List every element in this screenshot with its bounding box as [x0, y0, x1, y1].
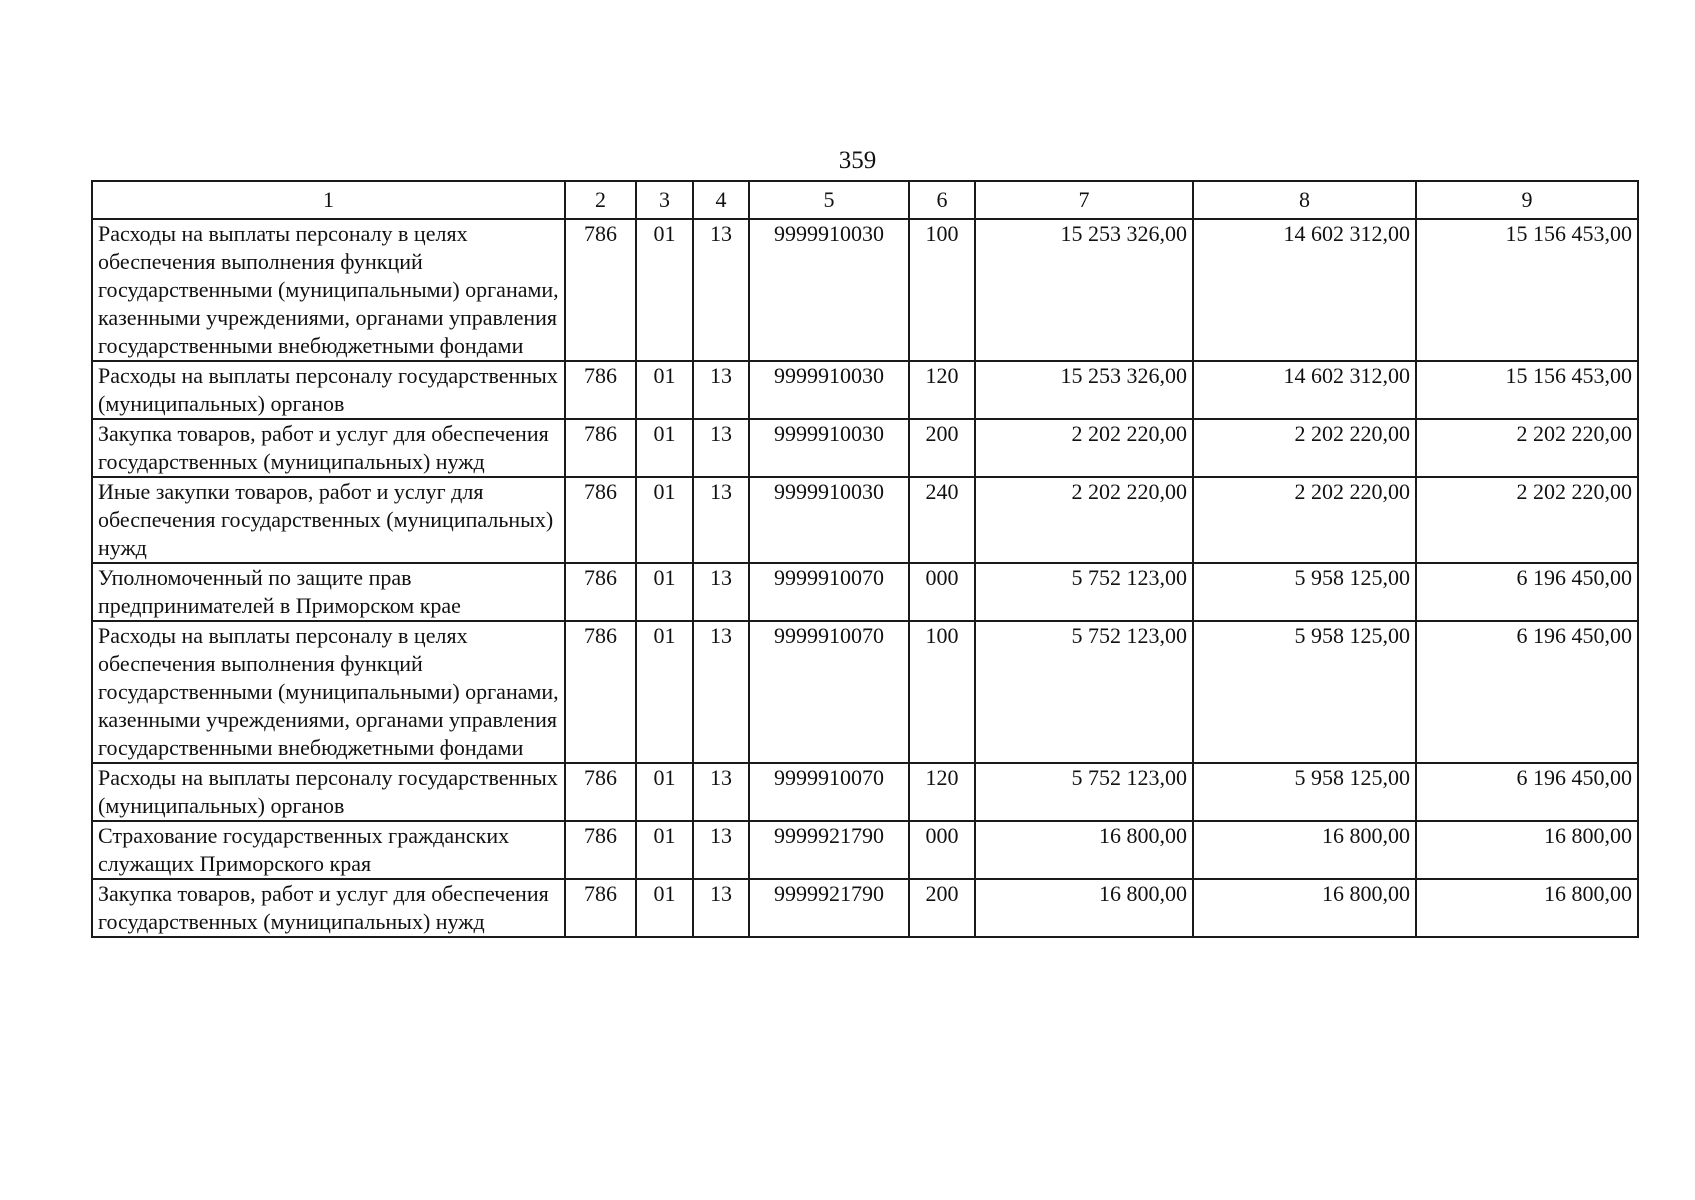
- budget-table: [91, 180, 1639, 938]
- target-article-code: 9999921790: [749, 821, 909, 879]
- amount-year-1: 15 253 326,00: [975, 219, 1193, 361]
- amount-year-1: 5 752 123,00: [975, 763, 1193, 821]
- amount-year-1: 16 800,00: [975, 821, 1193, 879]
- target-article-code: 9999910030: [749, 219, 909, 361]
- amount-year-1: 15 253 326,00: [975, 361, 1193, 419]
- amount-year-1: 5 752 123,00: [975, 563, 1193, 621]
- amount-year-2: 14 602 312,00: [1193, 219, 1416, 361]
- amount-year-3: 16 800,00: [1416, 879, 1638, 937]
- amount-year-1: 16 800,00: [975, 879, 1193, 937]
- amount-year-3: 6 196 450,00: [1416, 763, 1638, 821]
- page-number: 359: [838, 147, 877, 174]
- table-row: [92, 419, 1638, 477]
- grbs-code: 786: [565, 621, 636, 763]
- target-article-code: 9999910030: [749, 419, 909, 477]
- target-article-code: 9999910070: [749, 563, 909, 621]
- expense-type-code: 200: [909, 879, 975, 937]
- amount-year-3: 16 800,00: [1416, 821, 1638, 879]
- expense-type-code: 120: [909, 763, 975, 821]
- target-article-code: 9999910070: [749, 763, 909, 821]
- amount-year-2: 16 800,00: [1193, 879, 1416, 937]
- amount-year-2: 5 958 125,00: [1193, 563, 1416, 621]
- subsection-code: 13: [693, 563, 749, 621]
- section-code: 01: [636, 477, 693, 563]
- expense-type-code: 000: [909, 821, 975, 879]
- amount-year-3: 2 202 220,00: [1416, 477, 1638, 563]
- grbs-code: 786: [565, 821, 636, 879]
- table-row: [92, 361, 1638, 419]
- subsection-code: 13: [693, 821, 749, 879]
- target-article-code: 9999921790: [749, 879, 909, 937]
- subsection-code: 13: [693, 361, 749, 419]
- section-code: 01: [636, 879, 693, 937]
- subsection-code: 13: [693, 763, 749, 821]
- row-name: Расходы на выплаты персоналу государственных (муниципальных) органов: [92, 763, 565, 821]
- grbs-code: 786: [565, 763, 636, 821]
- grbs-code: 786: [565, 563, 636, 621]
- row-name: Расходы на выплаты персоналу в целях обеспечения выполнения функций государственными (муниципальными) органами, казенными учреждениями, органами управления государственными внебюджетными фондами: [92, 621, 565, 763]
- row-name: Уполномоченный по защите прав предпринимателей в Приморском крае: [92, 563, 565, 621]
- grbs-code: 786: [565, 219, 636, 361]
- section-code: 01: [636, 419, 693, 477]
- amount-year-2: 5 958 125,00: [1193, 621, 1416, 763]
- subsection-code: 13: [693, 419, 749, 477]
- amount-year-3: 15 156 453,00: [1416, 219, 1638, 361]
- expense-type-code: 000: [909, 563, 975, 621]
- amount-year-1: 2 202 220,00: [975, 477, 1193, 563]
- row-name: Расходы на выплаты персоналу в целях обеспечения выполнения функций государственными (муниципальными) органами, казенными учреждениями, органами управления государственными внебюджетными фондами: [92, 219, 565, 361]
- table-row: [92, 219, 1638, 361]
- header-cell: 4: [693, 181, 749, 219]
- target-article-code: 9999910030: [749, 361, 909, 419]
- table-row: [92, 879, 1638, 937]
- table-row: [92, 821, 1638, 879]
- row-name: Закупка товаров, работ и услуг для обеспечения государственных (муниципальных) нужд: [92, 419, 565, 477]
- header-cell: 9: [1416, 181, 1638, 219]
- row-name: Страхование государственных гражданских служащих Приморского края: [92, 821, 565, 879]
- header-cell: 5: [749, 181, 909, 219]
- amount-year-1: 5 752 123,00: [975, 621, 1193, 763]
- amount-year-3: 6 196 450,00: [1416, 563, 1638, 621]
- subsection-code: 13: [693, 621, 749, 763]
- section-code: 01: [636, 621, 693, 763]
- header-cell: 2: [565, 181, 636, 219]
- header-cell: 6: [909, 181, 975, 219]
- subsection-code: 13: [693, 879, 749, 937]
- expense-type-code: 120: [909, 361, 975, 419]
- section-code: 01: [636, 219, 693, 361]
- expense-type-code: 100: [909, 621, 975, 763]
- amount-year-3: 2 202 220,00: [1416, 419, 1638, 477]
- expense-type-code: 240: [909, 477, 975, 563]
- header-cell: 3: [636, 181, 693, 219]
- subsection-code: 13: [693, 477, 749, 563]
- amount-year-2: 2 202 220,00: [1193, 477, 1416, 563]
- amount-year-3: 15 156 453,00: [1416, 361, 1638, 419]
- table-row: [92, 621, 1638, 763]
- table-row: [92, 763, 1638, 821]
- amount-year-3: 6 196 450,00: [1416, 621, 1638, 763]
- section-code: 01: [636, 361, 693, 419]
- section-code: 01: [636, 563, 693, 621]
- section-code: 01: [636, 821, 693, 879]
- header-cell: 8: [1193, 181, 1416, 219]
- expense-type-code: 200: [909, 419, 975, 477]
- grbs-code: 786: [565, 419, 636, 477]
- header-row: [92, 181, 1638, 219]
- amount-year-1: 2 202 220,00: [975, 419, 1193, 477]
- target-article-code: 9999910070: [749, 621, 909, 763]
- section-code: 01: [636, 763, 693, 821]
- subsection-code: 13: [693, 219, 749, 361]
- amount-year-2: 2 202 220,00: [1193, 419, 1416, 477]
- amount-year-2: 16 800,00: [1193, 821, 1416, 879]
- amount-year-2: 5 958 125,00: [1193, 763, 1416, 821]
- row-name: Закупка товаров, работ и услуг для обеспечения государственных (муниципальных) нужд: [92, 879, 565, 937]
- table-row: [92, 563, 1638, 621]
- amount-year-2: 14 602 312,00: [1193, 361, 1416, 419]
- target-article-code: 9999910030: [749, 477, 909, 563]
- row-name: Расходы на выплаты персоналу государственных (муниципальных) органов: [92, 361, 565, 419]
- grbs-code: 786: [565, 477, 636, 563]
- row-name: Иные закупки товаров, работ и услуг для обеспечения государственных (муниципальных) нужд: [92, 477, 565, 563]
- expense-type-code: 100: [909, 219, 975, 361]
- grbs-code: 786: [565, 361, 636, 419]
- grbs-code: 786: [565, 879, 636, 937]
- header-cell: 7: [975, 181, 1193, 219]
- table-row: [92, 477, 1638, 563]
- header-cell: 1: [92, 181, 565, 219]
